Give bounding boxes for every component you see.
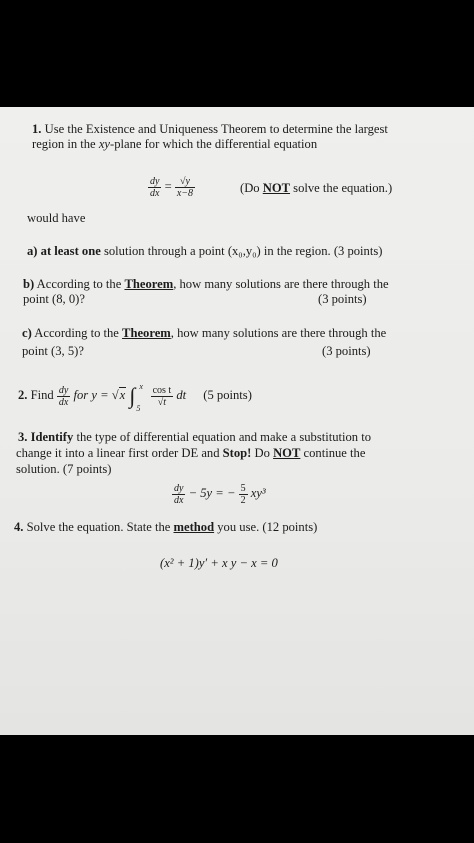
q1-number: 1. bbox=[32, 122, 42, 136]
q1-eq-lhs-den: dx bbox=[150, 188, 160, 199]
q4-equation: (x² + 1)y′ + x y − x = 0 bbox=[160, 556, 278, 570]
q1-b-label: b) bbox=[23, 277, 35, 291]
q1-text-line1: Use the Existence and Uniqueness Theorem to determine the largest bbox=[44, 122, 388, 136]
q4-number: 4. bbox=[14, 520, 24, 534]
q1-c-points: (3 points) bbox=[322, 344, 371, 358]
q1-c-label: c) bbox=[22, 326, 32, 340]
q2-number: 2. bbox=[18, 388, 28, 402]
q2-sqrt-x: x bbox=[119, 388, 126, 402]
q2-dt: dt bbox=[176, 388, 187, 402]
q1-c-theorem: Theorem bbox=[122, 326, 171, 340]
exam-paper bbox=[0, 107, 474, 735]
q1-line1 bbox=[32, 122, 388, 137]
q2-for-y: for y = bbox=[73, 388, 109, 402]
q1-eq-rhs-den: x−8 bbox=[176, 188, 194, 199]
q4-pre: Solve the equation. State the bbox=[26, 520, 174, 534]
q1-a-label: a) bbox=[27, 244, 38, 258]
q1-c-post: , how many solutions are there through the bbox=[170, 326, 387, 340]
q1-b-point: point (8, 0)? bbox=[23, 292, 85, 306]
q1-would-have: would have bbox=[27, 211, 86, 225]
q2-frac-num: dy bbox=[58, 384, 69, 396]
q1-c-pre: According to the bbox=[34, 326, 123, 340]
q3-line2-pre: change it into a linear first order DE and bbox=[16, 446, 223, 460]
q3-identify: Identify bbox=[30, 430, 74, 444]
q1-line2 bbox=[32, 137, 317, 152]
q1-eq-rhs bbox=[175, 176, 195, 199]
q2-dydx bbox=[57, 385, 70, 408]
q3-eq-c-num: 5 bbox=[240, 482, 246, 494]
q2-integrand bbox=[151, 385, 174, 408]
q3-line1 bbox=[18, 430, 371, 445]
q3-line2-mid: Do bbox=[251, 446, 274, 460]
q1-line2-pre: region in the bbox=[32, 137, 99, 151]
q1-equation bbox=[148, 176, 195, 199]
q1-c-point: point (3, 5)? bbox=[22, 344, 84, 358]
q1-eq-lhs-num: dy bbox=[150, 176, 160, 187]
q1-eq-rhs-num: √y bbox=[175, 176, 195, 188]
q1-note-emph: NOT bbox=[262, 181, 291, 195]
q1-a-bold: at least one bbox=[40, 244, 101, 258]
q3-eq-end: xy³ bbox=[250, 486, 266, 500]
q1-note-post: solve the equation.) bbox=[290, 181, 393, 195]
q2-int-upper: x bbox=[139, 382, 143, 391]
q2-find: Find bbox=[30, 388, 54, 402]
q3-line1-rest: the type of differential equation and make a substitution to bbox=[76, 430, 372, 444]
q3-line2 bbox=[16, 446, 365, 461]
q1-a-rest: solution through a point (x₀,y₀) in the region. (3 points) bbox=[103, 244, 383, 258]
q3-line3: solution. (7 points) bbox=[16, 462, 112, 476]
q2-integrand-den: √t bbox=[157, 396, 166, 408]
q1-b-post: , how many solutions are there through the bbox=[173, 277, 389, 291]
q1-part-c-line1 bbox=[22, 326, 386, 341]
q3-eq-den: dx bbox=[174, 494, 184, 506]
q1-note bbox=[240, 181, 392, 196]
q1-line2-var: xy bbox=[98, 137, 110, 151]
q2-points: (5 points) bbox=[203, 388, 252, 402]
q1-eq-lhs bbox=[148, 176, 161, 199]
q4-line bbox=[14, 520, 317, 535]
q2-int-lower: 5 bbox=[136, 404, 141, 413]
q3-equation bbox=[172, 480, 266, 506]
q1-b-points: (3 points) bbox=[318, 292, 367, 306]
q3-eq-c-den: 2 bbox=[240, 494, 246, 506]
q4-method: method bbox=[173, 520, 215, 534]
q3-number: 3. bbox=[18, 430, 28, 444]
q3-eq-num: dy bbox=[174, 482, 184, 494]
q3-stop: Stop! bbox=[222, 446, 252, 460]
q1-part-b-line1 bbox=[23, 277, 389, 292]
q3-line2-post: continue the bbox=[300, 446, 366, 460]
q3-eq-coef bbox=[239, 483, 248, 506]
q4-post: you use. (12 points) bbox=[214, 520, 318, 534]
q1-part-a bbox=[27, 244, 382, 259]
q2-integral: ∫ x 5 bbox=[129, 384, 143, 407]
q1-b-theorem: Theorem bbox=[124, 277, 174, 291]
q1-b-pre: According to the bbox=[36, 277, 125, 291]
q2-integrand-num: cos t bbox=[152, 384, 172, 396]
q1-note-pre: (Do bbox=[240, 181, 263, 195]
q2-line: 2. Find $\frac{dy}{dx}$ for y = √x ∫ x 5 $\frac{\text{cos t}}{√t}$ dt (5 points) bbox=[18, 384, 252, 414]
q1-eq-equals: = bbox=[164, 179, 172, 194]
q2-frac-den: dx bbox=[58, 396, 69, 408]
q3-eq-mid: − 5y = − bbox=[188, 486, 236, 500]
q3-eq-dydx bbox=[172, 483, 185, 506]
q1-line2-post: -plane for which the differential equation bbox=[110, 137, 318, 151]
q3-not: NOT bbox=[273, 446, 301, 460]
